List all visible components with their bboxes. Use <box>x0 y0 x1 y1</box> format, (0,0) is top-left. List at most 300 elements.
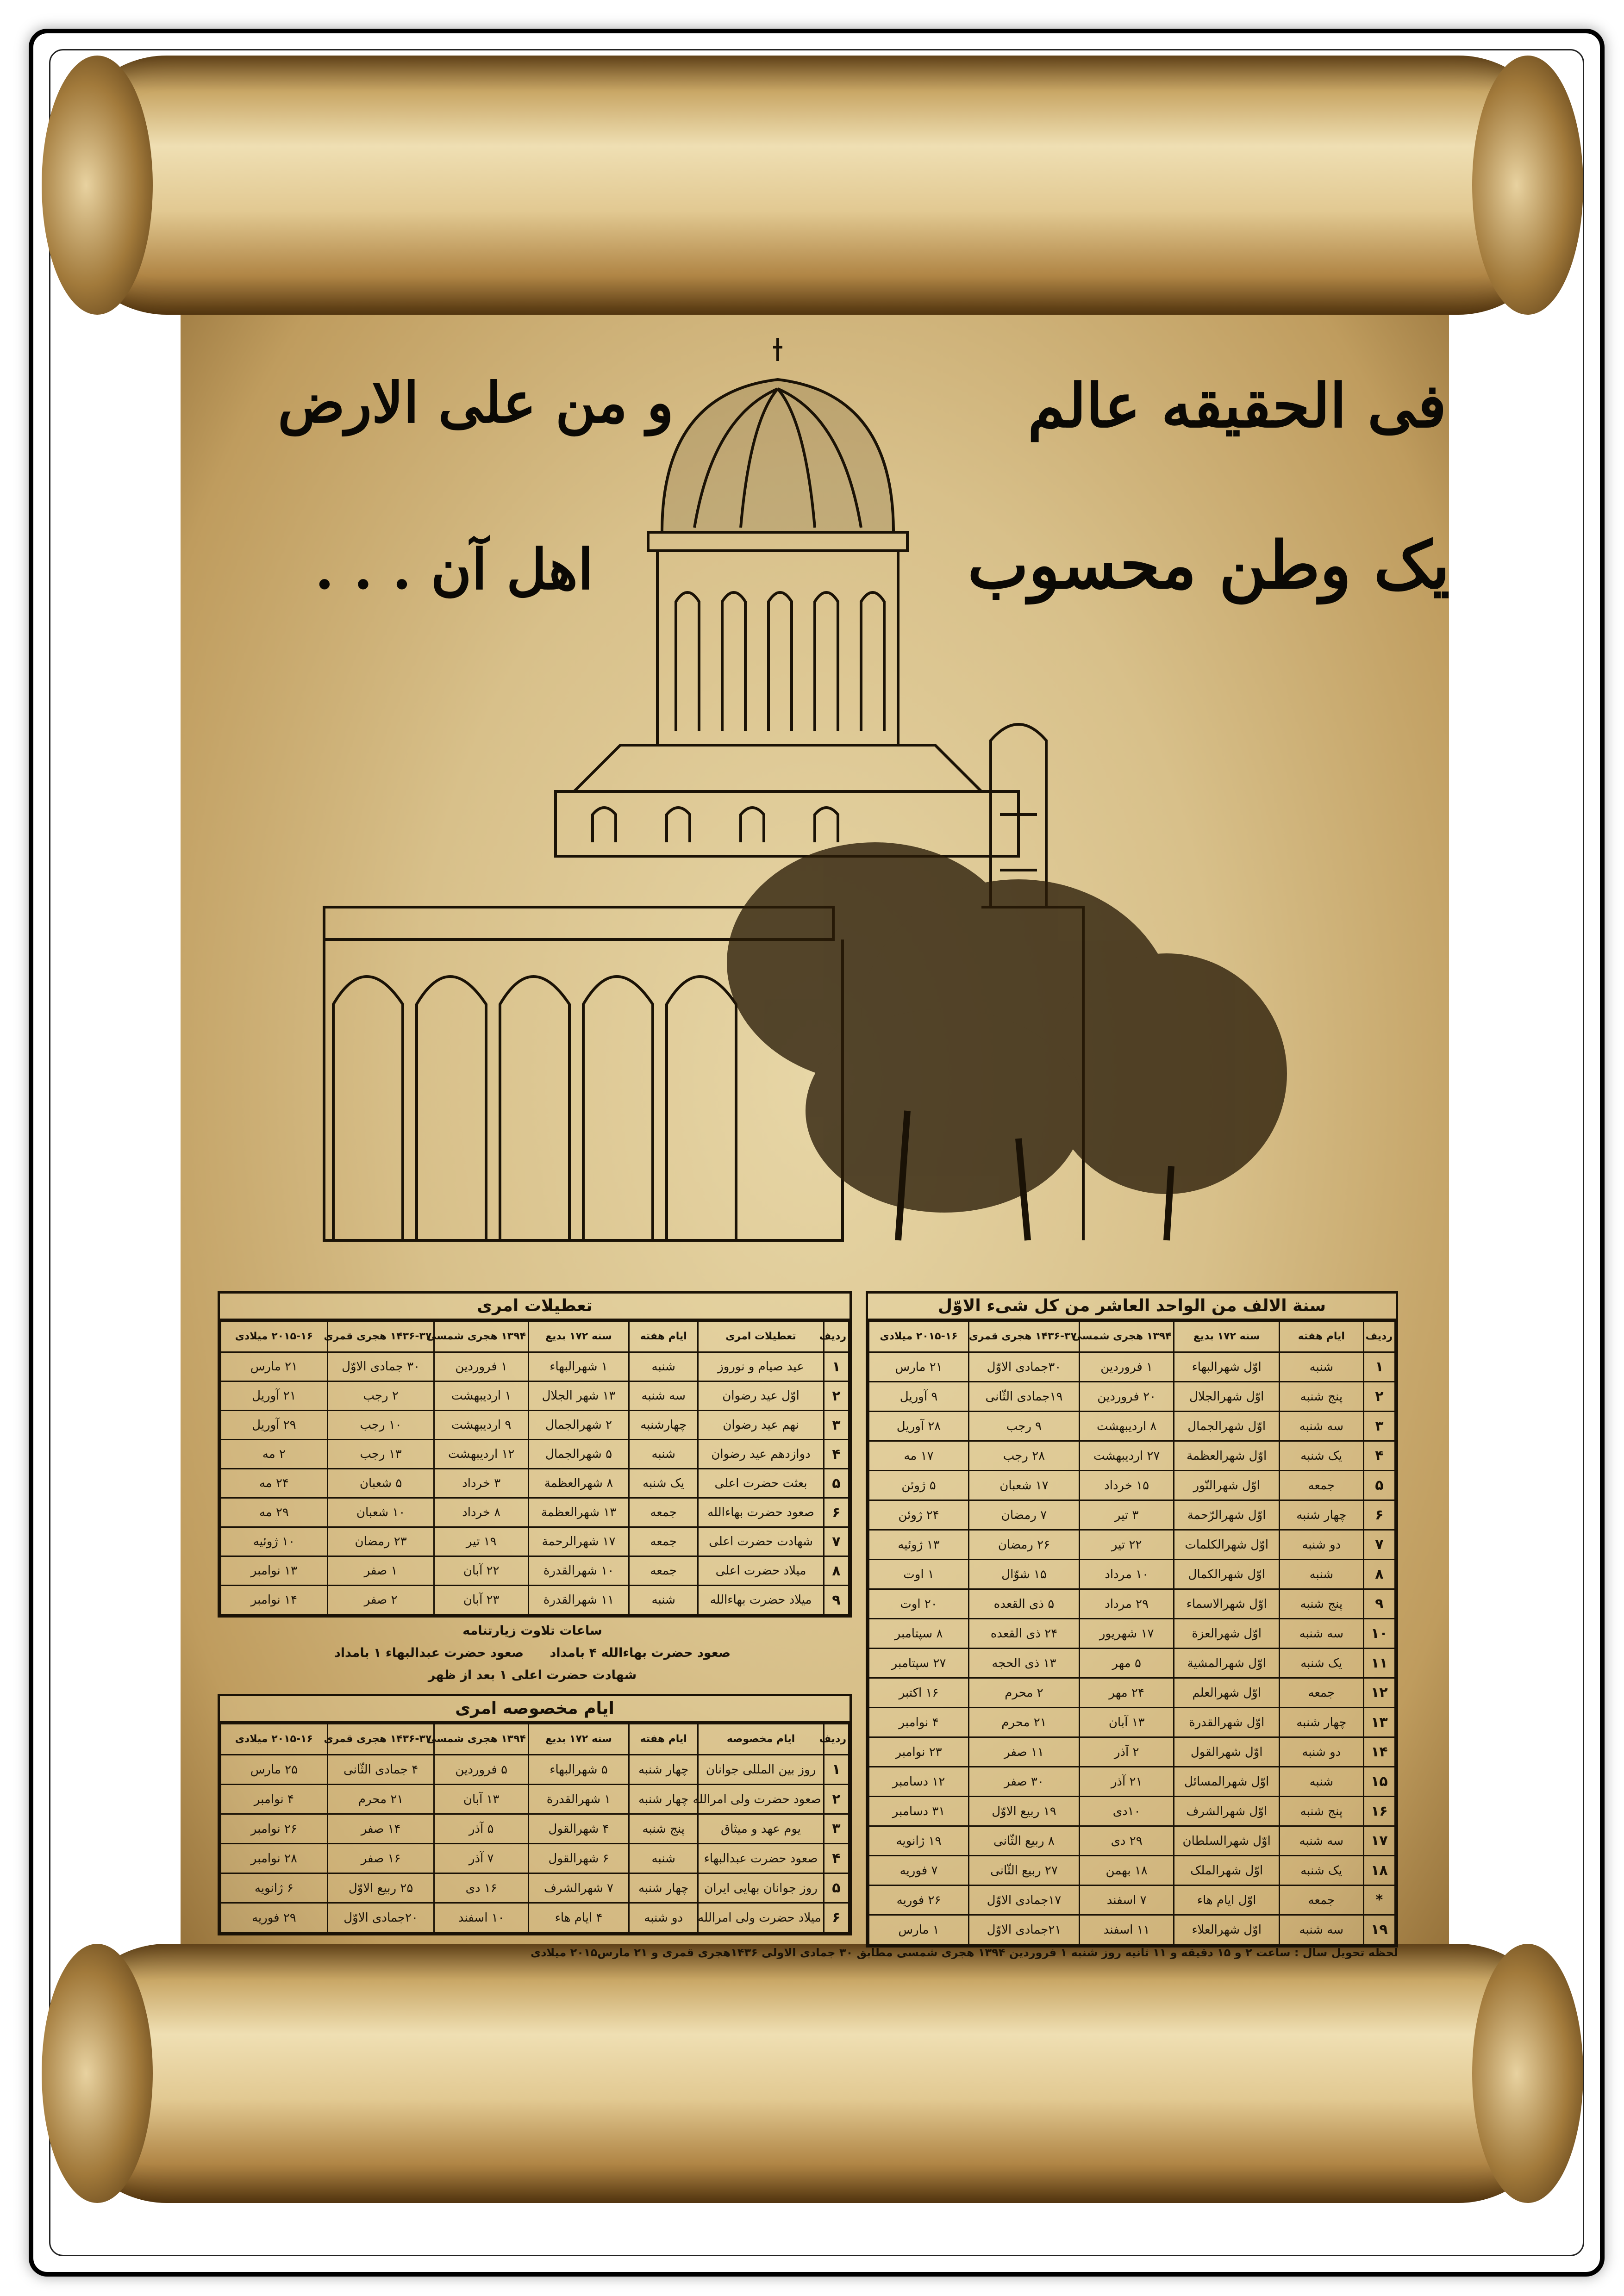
table-cell: اوّل شهرالسلطان <box>1174 1826 1279 1856</box>
table-cell: ۲۷ ارديبهشت <box>1079 1441 1174 1471</box>
column-header: رديف <box>824 1724 849 1755</box>
table-cell: اوّل شهرالرّحمة <box>1174 1500 1279 1530</box>
column-header: سنه ۱۷۲ بديع <box>1174 1321 1279 1352</box>
table-cell: شنبه <box>1279 1352 1363 1382</box>
table-cell: بعثت حضرت اعلی <box>698 1469 824 1498</box>
table-cell: دو شنبه <box>1279 1530 1363 1560</box>
table-cell: ۱ شهرالقدرة <box>528 1785 629 1814</box>
row-number: ۱۴ <box>1363 1737 1395 1767</box>
table-cell: ۲۹ آوريل <box>221 1411 328 1440</box>
table-cell: ۱۳ ذی الحجه <box>969 1649 1080 1678</box>
table-cell: ۲۵ مارس <box>221 1755 328 1785</box>
table-cell: ۱۳ آبان <box>1079 1708 1174 1737</box>
table-cell: پنج شنبه <box>1279 1382 1363 1412</box>
row-number: ۴ <box>824 1440 849 1469</box>
table-cell: ۹ ارديبهشت <box>434 1411 529 1440</box>
recitation-line-1 <box>218 1642 847 1664</box>
row-number: ۱ <box>824 1352 849 1381</box>
table-row <box>221 1527 849 1556</box>
row-number: ۱۰ <box>1363 1619 1395 1649</box>
column-header: ۱۳۹۴ هجری شمسی <box>434 1724 529 1755</box>
table-cell: ۱۵ خرداد <box>1079 1471 1174 1500</box>
table-cell: ۱۳ آبان <box>434 1785 529 1814</box>
table-cell: ۲۹ دی <box>1079 1826 1174 1856</box>
row-number: ۷ <box>824 1527 849 1556</box>
table-cell: اوّل شهرالجلال <box>1174 1382 1279 1412</box>
bottom-roll-end-left <box>42 1944 153 2203</box>
column-header: ۱۴۳۶-۳۷ هجری قمری <box>327 1724 434 1755</box>
table-cell: چهار شنبه <box>629 1755 698 1785</box>
table-cell: ۳۰جمادی الاوّل <box>969 1352 1080 1382</box>
table-cell: عيد صيام و نوروز <box>698 1352 824 1381</box>
table-cell: اوّل شهرالقدرة <box>1174 1708 1279 1737</box>
table-cell: ۲۳ نوامبر <box>869 1737 969 1767</box>
table-cell: چهارشنبه <box>629 1411 698 1440</box>
table-row <box>221 1873 849 1903</box>
table-cell: ۱۰ مرداد <box>1079 1560 1174 1589</box>
table-cell: شنبه <box>1279 1560 1363 1589</box>
column-header: ايام هفته <box>1279 1321 1363 1352</box>
table-cell: ۱۳ رجب <box>327 1440 434 1469</box>
table-cell: ۱۱ شهرالقدرة <box>528 1586 629 1615</box>
table-cell: ۴ جمادی الثّانی <box>327 1755 434 1785</box>
headline-line-3: و من على الارض <box>278 370 674 436</box>
table-cell: ۱۴ نوامبر <box>221 1586 328 1615</box>
column-header: ۲۰۱۵-۱۶ ميلادی <box>221 1321 328 1352</box>
table-cell: روز جوانان بهايی ايران <box>698 1873 824 1903</box>
table-cell: ۱ فروردين <box>434 1352 529 1381</box>
table-row <box>869 1412 1395 1441</box>
table-cell: ۱ اوت <box>869 1560 969 1589</box>
table-cell: ۹ آوريل <box>869 1382 969 1412</box>
table-cell: ۲۶ رمضان <box>969 1530 1080 1560</box>
table-cell: ۲۵ ربيع الاوّل <box>327 1873 434 1903</box>
row-number: ۶ <box>1363 1500 1395 1530</box>
row-number: ۹ <box>824 1586 849 1615</box>
row-number: ۸ <box>824 1556 849 1586</box>
table-cell: نهم عيد رضوان <box>698 1411 824 1440</box>
table-cell: ۲۸ نوامبر <box>221 1844 328 1873</box>
table-cell: ۱۰ شعبان <box>327 1498 434 1527</box>
row-number: ۲ <box>824 1381 849 1411</box>
column-header: رديف <box>1363 1321 1395 1352</box>
row-number: ۱۱ <box>1363 1649 1395 1678</box>
table-row <box>869 1500 1395 1530</box>
headline-line-1: فى الحقيقه عالم <box>1028 370 1447 441</box>
table-cell: دو شنبه <box>1279 1737 1363 1767</box>
row-number: ۱۶ <box>1363 1797 1395 1826</box>
table-cell: اوّل شهرالمسائل <box>1174 1767 1279 1797</box>
table-row <box>221 1814 849 1844</box>
row-number: ۴ <box>824 1844 849 1873</box>
row-number: ۱۹ <box>1363 1915 1395 1945</box>
column-header: ايام هفته <box>629 1724 698 1755</box>
table-cell: پنج شنبه <box>1279 1589 1363 1619</box>
table-cell: ۱۹ ژانويه <box>869 1826 969 1856</box>
table-cell: چهار شنبه <box>629 1785 698 1814</box>
table-cell: يک شنبه <box>629 1469 698 1498</box>
table-cell: ۸ سپتامبر <box>869 1619 969 1649</box>
table-row <box>869 1619 1395 1649</box>
table-row <box>869 1560 1395 1589</box>
table-cell: يک شنبه <box>1279 1649 1363 1678</box>
row-number: ۳ <box>824 1411 849 1440</box>
column-header: تعطيلات امری <box>698 1321 824 1352</box>
table-cell: ۱۲ ارديبهشت <box>434 1440 529 1469</box>
table-row <box>869 1352 1395 1382</box>
table-cell: ۸ ربيع الثّانی <box>969 1826 1080 1856</box>
table-cell: ۲ شهرالجمال <box>528 1411 629 1440</box>
table-cell: ۵ آذر <box>434 1814 529 1844</box>
table-cell: ۵ مهر <box>1079 1649 1174 1678</box>
table-cell: ۲۹ مرداد <box>1079 1589 1174 1619</box>
table-row <box>221 1586 849 1615</box>
table-cell: ميلاد حضرت بهاءالله <box>698 1586 824 1615</box>
bottom-scroll-roll <box>65 1944 1560 2203</box>
row-number: * <box>1363 1885 1395 1915</box>
table-cell: چهار شنبه <box>1279 1708 1363 1737</box>
table-cell: ۲۰جمادی الاوّل <box>327 1903 434 1933</box>
table-cell: اوّل عيد رضوان <box>698 1381 824 1411</box>
table-cell: اوّل شهرالاسماء <box>1174 1589 1279 1619</box>
table-cell: ۲۴ مه <box>221 1469 328 1498</box>
table-cell: ۲ مه <box>221 1440 328 1469</box>
table-cell: ۷ شهرالشرف <box>528 1873 629 1903</box>
table-cell: ۵ شعبان <box>327 1469 434 1498</box>
table-cell: ۲۳ رمضان <box>327 1527 434 1556</box>
column-header: ۲۰۱۵-۱۶ ميلادی <box>221 1724 328 1755</box>
table-row <box>869 1885 1395 1915</box>
table-cell: ۸ شهرالعظمة <box>528 1469 629 1498</box>
table-cell: ۲۴ مهر <box>1079 1678 1174 1708</box>
table-cell: اوّل شهرالعزة <box>1174 1619 1279 1649</box>
table-cell: ۲۱ محرم <box>327 1785 434 1814</box>
table-cell: اوّل ايام هاء <box>1174 1885 1279 1915</box>
table-cell: ۱۷ مه <box>869 1441 969 1471</box>
table-cell: ۵ ژوئن <box>869 1471 969 1500</box>
table-cell: ۱۰ شهرالقدرة <box>528 1556 629 1586</box>
table-cell: ۱۳ شهرالعظمة <box>528 1498 629 1527</box>
row-number: ۱۸ <box>1363 1856 1395 1885</box>
table-row <box>869 1826 1395 1856</box>
calendar-main-table <box>866 1291 1398 1948</box>
table-row <box>869 1471 1395 1500</box>
tree-foliage <box>727 842 1287 1213</box>
table-cell: ۲ رجب <box>327 1381 434 1411</box>
table-cell: جمعه <box>629 1556 698 1586</box>
table-cell: شنبه <box>629 1844 698 1873</box>
table-cell: ۱۷ شهرالرحمة <box>528 1527 629 1556</box>
table-cell: ۱۰ اسفند <box>434 1903 529 1933</box>
row-number: ۵ <box>824 1873 849 1903</box>
table-cell: ۱ شهرالبهاء <box>528 1352 629 1381</box>
table-cell: ۷ فوريه <box>869 1856 969 1885</box>
table-cell: ۷ رمضان <box>969 1500 1080 1530</box>
top-scroll-roll <box>65 56 1560 315</box>
table-cell: ۲۱ آوريل <box>221 1381 328 1411</box>
table-row <box>869 1767 1395 1797</box>
table-cell: شنبه <box>1279 1767 1363 1797</box>
row-number: ۳ <box>1363 1412 1395 1441</box>
table-cell: ۲ محرم <box>969 1678 1080 1708</box>
special-days-table <box>218 1694 852 1935</box>
table-cell: جمعه <box>629 1498 698 1527</box>
table-cell: ۱۹ ربيع الاوّل <box>969 1797 1080 1826</box>
table-cell: يوم عهد و ميثاق <box>698 1814 824 1844</box>
table-cell: ۲۸ رجب <box>969 1441 1080 1471</box>
table-cell: صعود حضرت بهاءالله <box>698 1498 824 1527</box>
column-header: ۱۳۹۴ هجری شمسی <box>434 1321 529 1352</box>
table-cell: يک شنبه <box>1279 1441 1363 1471</box>
table-cell: ۲۰ فروردين <box>1079 1382 1174 1412</box>
table-cell: يک شنبه <box>1279 1856 1363 1885</box>
table-cell: ۲۷ ربيع الثّانی <box>969 1856 1080 1885</box>
recitation-title: ساعات تلاوت زيارتنامه <box>462 1624 602 1638</box>
table-row <box>869 1708 1395 1737</box>
table-cell: چهار شنبه <box>1279 1500 1363 1530</box>
row-number: ۱۵ <box>1363 1767 1395 1797</box>
table-cell: ۱ صفر <box>327 1556 434 1586</box>
table-cell: ۱۹جمادی الثّانی <box>969 1382 1080 1412</box>
table-cell: ۳۰ جمادی الاوّل <box>327 1352 434 1381</box>
table-cell: ۲۰ اوت <box>869 1589 969 1619</box>
table-cell: شنبه <box>629 1440 698 1469</box>
table-cell: ۴ ايام هاء <box>528 1903 629 1933</box>
table-cell: ۱۴ صفر <box>327 1814 434 1844</box>
table-cell: ۴ نوامبر <box>869 1708 969 1737</box>
table-cell: ۲۴ ژوئن <box>869 1500 969 1530</box>
column-header: ايام مخصوصه <box>698 1724 824 1755</box>
table-cell: اوّل شهرالعلم <box>1174 1678 1279 1708</box>
table-cell: ۲ صفر <box>327 1586 434 1615</box>
table-row <box>869 1589 1395 1619</box>
recitation-hours <box>218 1620 847 1694</box>
table-cell: ۱۰دی <box>1079 1797 1174 1826</box>
table-cell: ۲۹ فوريه <box>221 1903 328 1933</box>
table-cell: ۲۹ مه <box>221 1498 328 1527</box>
table-cell: ۱۷جمادی الاوّل <box>969 1885 1080 1915</box>
table-cell: اوّل شهرالجمال <box>1174 1412 1279 1441</box>
table-cell: ۱۰ ژوئيه <box>221 1527 328 1556</box>
main-table-title: سنة الالف من الواحد العاشر من کل شیء الاوّل <box>868 1294 1396 1320</box>
column-header: ايام هفته <box>629 1321 698 1352</box>
table-cell: اوّل شهرالکمال <box>1174 1560 1279 1589</box>
column-header: سنه ۱۷۲ بديع <box>528 1724 629 1755</box>
table-cell: اوّل شهرالنّور <box>1174 1471 1279 1500</box>
table-cell: ۱۶ اکتبر <box>869 1678 969 1708</box>
table-cell: ۲۱ مارس <box>221 1352 328 1381</box>
table-cell: اوّل شهرالقول <box>1174 1737 1279 1767</box>
table-cell: ۱۳ ژوئيه <box>869 1530 969 1560</box>
row-number: ۶ <box>824 1903 849 1933</box>
top-roll-end-right <box>1472 56 1583 315</box>
table-cell: ۴ نوامبر <box>221 1785 328 1814</box>
row-number: ۶ <box>824 1498 849 1527</box>
table-cell: ۱ ارديبهشت <box>434 1381 529 1411</box>
column-header: ۱۴۳۶-۳۷ هجری قمری <box>969 1321 1080 1352</box>
drum-windows <box>676 592 884 731</box>
top-roll-end-left <box>42 56 153 315</box>
table-cell: ۱۳ شهر الجلال <box>528 1381 629 1411</box>
table-row <box>221 1903 849 1933</box>
table-row <box>221 1352 849 1381</box>
row-number: ۱۳ <box>1363 1708 1395 1737</box>
table-cell: جمعه <box>629 1527 698 1556</box>
row-number: ۱ <box>824 1755 849 1785</box>
holidays-table <box>218 1291 852 1618</box>
table-cell: ۸ ارديبهشت <box>1079 1412 1174 1441</box>
table-cell: ۱۵ شوّال <box>969 1560 1080 1589</box>
table-row <box>221 1469 849 1498</box>
table-row <box>869 1530 1395 1560</box>
table-cell: ۶ ژانويه <box>221 1873 328 1903</box>
table-cell: جمعه <box>1279 1885 1363 1915</box>
table-cell: ۴ شهرالقول <box>528 1814 629 1844</box>
table-cell: ۶ شهرالقول <box>528 1844 629 1873</box>
table-cell: پنج شنبه <box>629 1814 698 1844</box>
table-cell: اوّل شهرالملک <box>1174 1856 1279 1885</box>
table-cell: ۱ مارس <box>869 1915 969 1945</box>
table-cell: اوّل شهرالبهاء <box>1174 1352 1279 1382</box>
table-cell: سه شنبه <box>1279 1412 1363 1441</box>
row-number: ۸ <box>1363 1560 1395 1589</box>
table-cell: ۸ خرداد <box>434 1498 529 1527</box>
row-number: ۲ <box>824 1785 849 1814</box>
table-cell: ۲۶ نوامبر <box>221 1814 328 1844</box>
column-header: ۲۰۱۵-۱۶ ميلادی <box>869 1321 969 1352</box>
table-cell: ۱۰ رجب <box>327 1411 434 1440</box>
table-cell: ۲۲ تير <box>1079 1530 1174 1560</box>
table-cell: دوازدهم عيد رضوان <box>698 1440 824 1469</box>
table-cell: ۱۱ اسفند <box>1079 1915 1174 1945</box>
table-row <box>869 1915 1395 1945</box>
recitation-ascension-bahaullah: صعود حضرت بهاءالله ۴ بامداد <box>550 1646 731 1660</box>
table-cell: ۱۷ شعبان <box>969 1471 1080 1500</box>
table-cell: پنج شنبه <box>1279 1797 1363 1826</box>
table-cell: سه شنبه <box>1279 1915 1363 1945</box>
table-cell: ۹ رجب <box>969 1412 1080 1441</box>
table-cell: اوّل شهرالشرف <box>1174 1797 1279 1826</box>
table-cell: دو شنبه <box>629 1903 698 1933</box>
table-cell: ۵ ذی القعده <box>969 1589 1080 1619</box>
table-cell: ۱۸ بهمن <box>1079 1856 1174 1885</box>
table-cell: ۲۱ مارس <box>869 1352 969 1382</box>
new-year-footer-note: لحظه تحويل سال : ساعت ۲ و ۱۵ دقيقه و ۱۱ ثانيه روز شنبه ۱ فروردين ۱۳۹۴ هجری شمسی مطابق ۳۰ جمادی الاولی ۱۴۳۶هجری قمری و ۲۱ مارس۲۰۱۵ ميلادی <box>531 1946 1398 1959</box>
table-cell: ۱۹ تير <box>434 1527 529 1556</box>
table-cell: ۱۶ صفر <box>327 1844 434 1873</box>
table-cell: ۵ فروردين <box>434 1755 529 1785</box>
table-cell: ۳۱ دسامبر <box>869 1797 969 1826</box>
column-header: ۱۴۳۶-۳۷ هجری قمری <box>327 1321 434 1352</box>
table-cell: اوّل شهرالعظمة <box>1174 1441 1279 1471</box>
table-cell: شنبه <box>629 1352 698 1381</box>
table-cell: سه شنبه <box>629 1381 698 1411</box>
table-row <box>221 1498 849 1527</box>
special-days-table-title: ايام مخصوصه امری <box>220 1696 849 1723</box>
table-row <box>221 1844 849 1873</box>
shrine-illustration <box>296 324 1343 1277</box>
table-cell: ۱ فروردين <box>1079 1352 1174 1382</box>
row-number: ۵ <box>1363 1471 1395 1500</box>
table-cell: سه شنبه <box>1279 1619 1363 1649</box>
table-cell: ۲۱ محرم <box>969 1708 1080 1737</box>
table-cell: ۱۶ دی <box>434 1873 529 1903</box>
row-number: ۲ <box>1363 1382 1395 1412</box>
row-number: ۹ <box>1363 1589 1395 1619</box>
table-cell: ۲۲ آبان <box>434 1556 529 1586</box>
table-cell: ۱۱ صفر <box>969 1737 1080 1767</box>
table-cell: ۱۲ دسامبر <box>869 1767 969 1797</box>
table-cell: ۲۴ ذی القعده <box>969 1619 1080 1649</box>
table-row <box>869 1441 1395 1471</box>
column-header: ۱۳۹۴ هجری شمسی <box>1079 1321 1174 1352</box>
headline-line-4: اهل آن . . . <box>315 537 593 602</box>
table-row <box>869 1649 1395 1678</box>
table-cell: ۲۶ فوريه <box>869 1885 969 1915</box>
table-cell: سه شنبه <box>1279 1826 1363 1856</box>
table-row <box>221 1785 849 1814</box>
table-row <box>221 1440 849 1469</box>
table-cell: اوّل شهرالکلمات <box>1174 1530 1279 1560</box>
row-number: ۳ <box>824 1814 849 1844</box>
column-header: سنه ۱۷۲ بديع <box>528 1321 629 1352</box>
table-row <box>869 1382 1395 1412</box>
table-cell: ۱۷ شهريور <box>1079 1619 1174 1649</box>
recitation-ascension-abdulbaha: صعود حضرت عبدالبهاء ۱ بامداد <box>334 1646 524 1660</box>
table-cell: ۵ شهرالجمال <box>528 1440 629 1469</box>
row-number: ۱ <box>1363 1352 1395 1382</box>
table-cell: ۲ آذر <box>1079 1737 1174 1767</box>
table-row <box>869 1797 1395 1826</box>
row-number: ۴ <box>1363 1441 1395 1471</box>
table-cell: ميلاد حضرت اعلی <box>698 1556 824 1586</box>
table-row <box>869 1678 1395 1708</box>
table-row <box>221 1411 849 1440</box>
table-cell: جمعه <box>1279 1471 1363 1500</box>
table-cell: ۵ شهرالبهاء <box>528 1755 629 1785</box>
table-cell: اوّل شهرالمشية <box>1174 1649 1279 1678</box>
table-cell: چهار شنبه <box>629 1873 698 1903</box>
table-cell: ۳ تير <box>1079 1500 1174 1530</box>
table-cell: اوّل شهرالعلاء <box>1174 1915 1279 1945</box>
table-cell: ۷ آذر <box>434 1844 529 1873</box>
row-number: ۵ <box>824 1469 849 1498</box>
table-row <box>221 1381 849 1411</box>
table-row <box>221 1556 849 1586</box>
table-cell: ميلاد حضرت ولی امرالله <box>698 1903 824 1933</box>
row-number: ۱۷ <box>1363 1826 1395 1856</box>
bottom-roll-end-right <box>1472 1944 1583 2203</box>
headline-line-2: يک وطن محسوب <box>968 528 1450 604</box>
table-row <box>869 1856 1395 1885</box>
table-cell: صعود حضرت عبدالبهاء <box>698 1844 824 1873</box>
recitation-line-2: شهادت حضرت اعلی ۱ بعد از ظهر <box>428 1668 637 1682</box>
table-cell: روز بين المللی جوانان <box>698 1755 824 1785</box>
table-cell: صعود حضرت ولی امرالله <box>698 1785 824 1814</box>
table-cell: ۱۳ نوامبر <box>221 1556 328 1586</box>
table-cell: ۳ خرداد <box>434 1469 529 1498</box>
table-cell: ۲۱جمادی الاوّل <box>969 1915 1080 1945</box>
table-cell: ۲۸ آوريل <box>869 1412 969 1441</box>
table-cell: جمعه <box>1279 1678 1363 1708</box>
table-cell: ۲۳ آبان <box>434 1586 529 1615</box>
table-cell: ۲۷ سپتامبر <box>869 1649 969 1678</box>
table-cell: شهادت حضرت اعلی <box>698 1527 824 1556</box>
column-header: رديف <box>824 1321 849 1352</box>
table-cell: ۲۱ آذر <box>1079 1767 1174 1797</box>
table-cell: شنبه <box>629 1586 698 1615</box>
holidays-table-title: تعطيلات امری <box>220 1294 849 1320</box>
